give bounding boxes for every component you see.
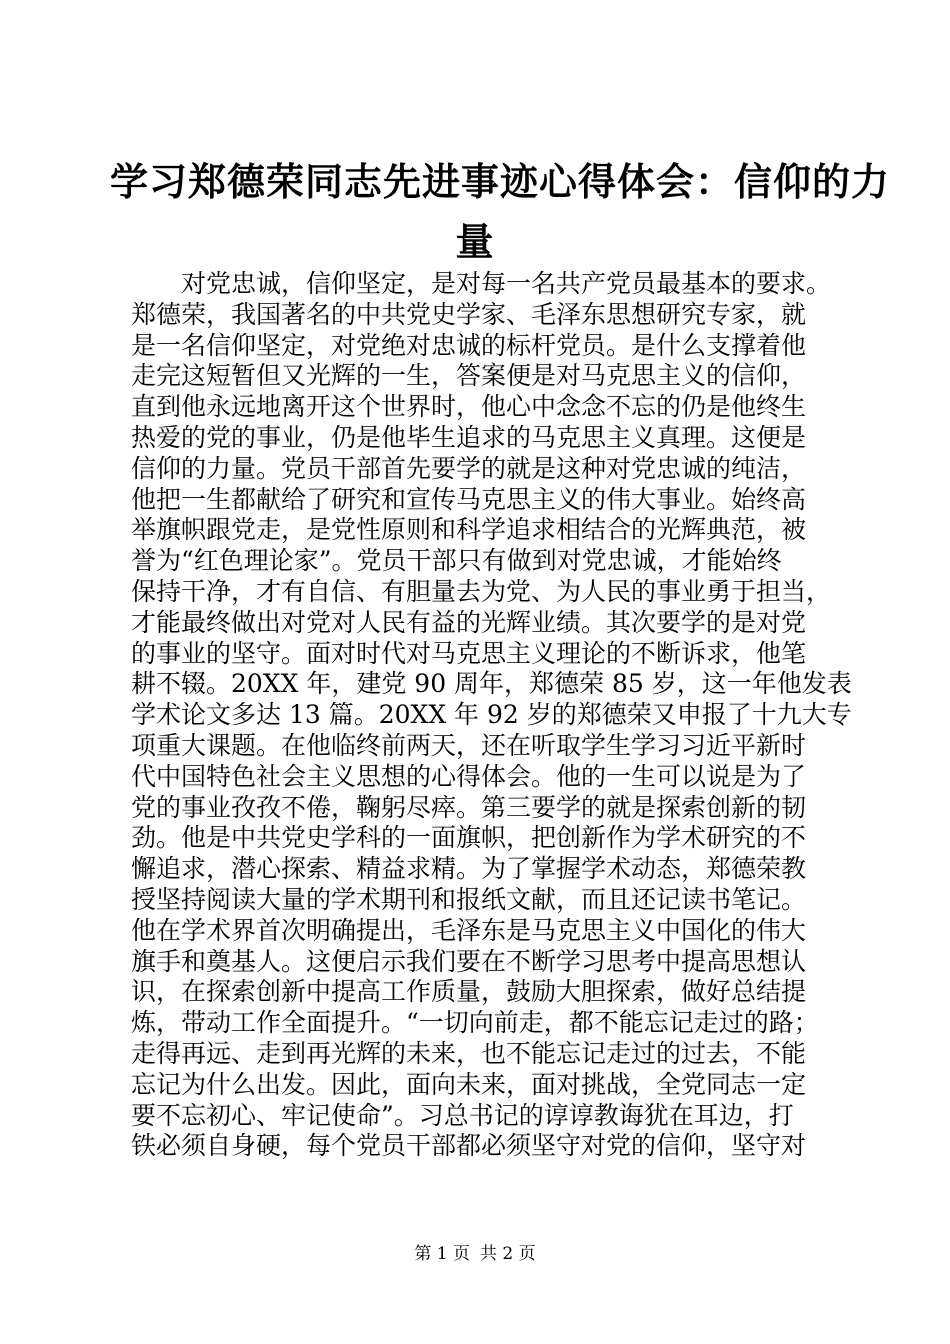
body-line: 党的事业孜孜不倦，鞠躬尽瘁。第三要学的就是探索创新的韧 [131, 792, 807, 822]
body-line: 耕不辍。20XX 年，建党 90 周年，郑德荣 85 岁，这一年他发表 [131, 669, 852, 699]
title-line: 学习郑德荣同志先进事迹心得体会：信仰的力 [110, 159, 891, 204]
page-total: 共 2 页 [480, 1244, 536, 1264]
body-line: 项重大课题。在他临终前两天，还在听取学生学习习近平新时 [131, 730, 807, 760]
body-line: 识，在探索创新中提高工作质量，鼓励大胆探索，做好总结提 [131, 977, 807, 1007]
document-title [110, 152, 891, 272]
body-line: 走完这短暂但又光辉的一生，答案便是对马克思主义的信仰， [131, 361, 807, 391]
body-line: 热爱的党的事业，仍是他毕生追求的马克思主义真理。这便是 [131, 422, 807, 452]
body-line: 的事业的坚守。面对时代对马克思主义理论的不断诉求，他笔 [131, 638, 807, 668]
body-line: 郑德荣，我国著名的中共党史学家、毛泽东思想研究专家，就 [131, 299, 807, 329]
body-line: 保持干净，才有自信、有胆量去为党、为人民的事业勇于担当， [131, 576, 832, 606]
body-line: 誉为“红色理论家”。党员干部只有做到对党忠诚，才能始终 [131, 546, 782, 576]
body-line: 铁必须自身硬，每个党员干部都必须坚守对党的信仰，坚守对 [131, 1131, 807, 1161]
body-line: 忘记为什么出发。因此，面向未来，面对挑战，全党同志一定 [131, 1069, 807, 1099]
page-footer [0, 1243, 950, 1265]
body-line: 旗手和奠基人。这便启示我们要在不断学习思考中提高思想认 [131, 946, 807, 976]
body-line: 他把一生都献给了研究和宣传马克思主义的伟大事业。始终高 [131, 484, 807, 514]
body-line: 他在学术界首次明确提出，毛泽东是马克思主义中国化的伟大 [131, 915, 807, 945]
body-line: 信仰的力量。党员干部首先要学的就是这种对党忠诚的纯洁， [131, 453, 807, 483]
body-line: 代中国特色社会主义思想的心得体会。他的一生可以说是为了 [131, 761, 807, 791]
body-line: 是一名信仰坚定，对党绝对忠诚的标杆党员。是什么支撑着他 [131, 330, 807, 360]
body-line: 举旗帜跟党走，是党性原则和科学追求相结合的光辉典范，被 [131, 515, 807, 545]
body-line: 才能最终做出对党对人民有益的光辉业绩。其次要学的是对党 [131, 607, 807, 637]
body-line: 走得再远、走到再光辉的未来，也不能忘记走过的过去，不能 [131, 1038, 807, 1068]
body-line: 懈追求，潜心探索、精益求精。为了掌握学术动态，郑德荣教 [131, 854, 807, 884]
page-number: 第 1 页 [414, 1244, 470, 1264]
body-line: 学术论文多达 13 篇。20XX 年 92 岁的郑德荣又申报了十九大专 [131, 700, 852, 730]
body-line: 炼，带动工作全面提升。“一切向前走，都不能忘记走过的路； [131, 1008, 819, 1038]
document-body [131, 269, 851, 1162]
body-line: 劲。他是中共党史学科的一面旗帜，把创新作为学术研究的不 [131, 823, 807, 853]
body-line: 直到他永远地离开这个世界时，他心中念念不忘的仍是他终生 [131, 392, 807, 422]
body-line: 要不忘初心、牢记使命”。习总书记的谆谆教诲犹在耳边，打 [131, 1100, 794, 1130]
title-line: 量 [455, 219, 495, 264]
body-line: 授坚持阅读大量的学术期刊和报纸文献，而且还记读书笔记。 [131, 884, 807, 914]
body-line: 对党忠诚，信仰坚定，是对每一名共产党员最基本的要求。 [131, 269, 832, 298]
